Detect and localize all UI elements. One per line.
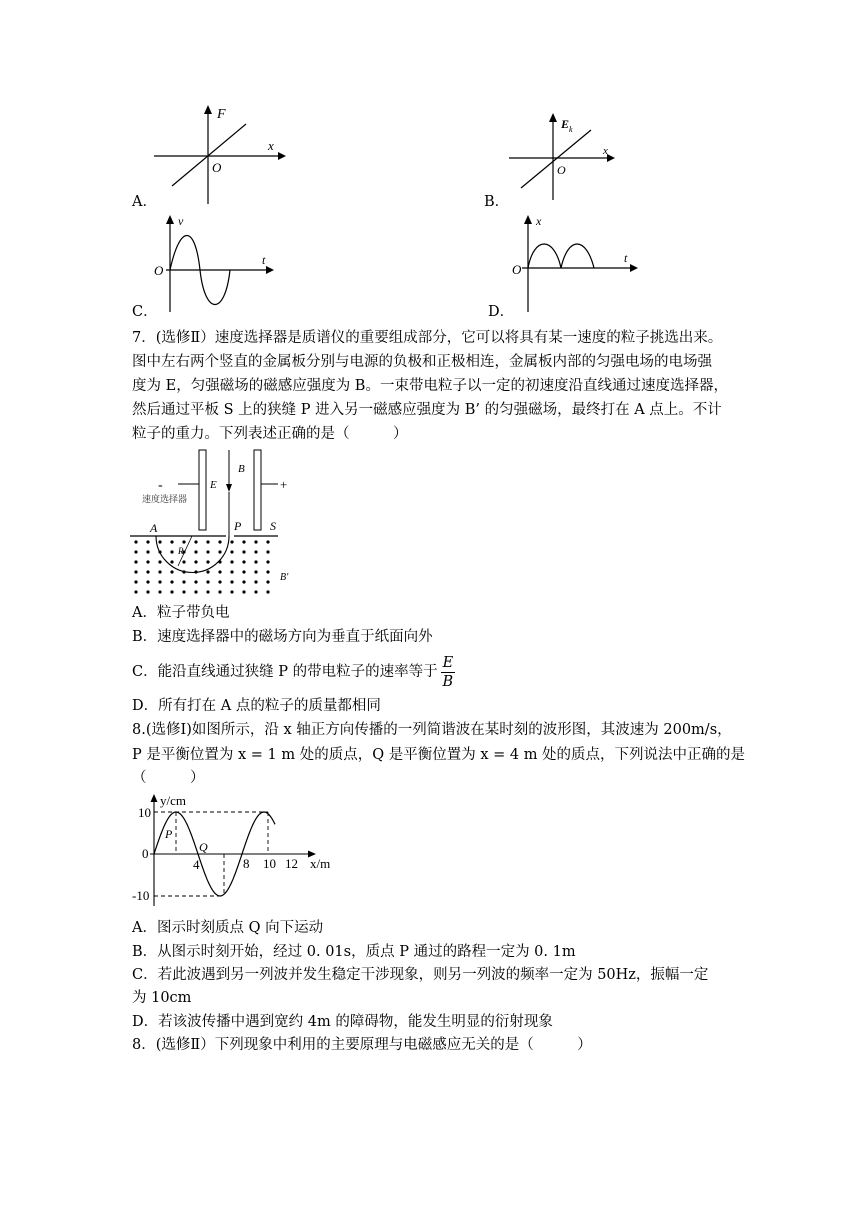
q7-option-b: B．速度选择器中的磁场方向为垂直于纸面向外 bbox=[132, 629, 433, 645]
velocity-selector-label: 速度选择器 bbox=[142, 494, 188, 504]
q8a-text-line-2: P 是平衡位置为 x = 1 m 处的质点，Q 是平衡位置为 x = 4 m 处的质点，下列说法中正确的是 bbox=[132, 747, 746, 763]
velocity-selector-figure bbox=[128, 448, 298, 598]
option-b-label: B． bbox=[484, 194, 510, 210]
graph-option-a bbox=[150, 100, 290, 205]
point-a-label: A bbox=[150, 521, 158, 535]
point-p-label: P bbox=[165, 827, 173, 841]
b-field-label: B bbox=[238, 463, 245, 475]
slit-p-label: P bbox=[234, 519, 242, 533]
e-field-label: E bbox=[210, 479, 217, 491]
x-tick-4: 4 bbox=[193, 857, 200, 872]
y-axis-label: F bbox=[217, 107, 226, 122]
origin-label: O bbox=[557, 163, 566, 177]
y-axis-label: x bbox=[536, 214, 542, 228]
origin-label: O bbox=[212, 160, 222, 175]
y-axis-label: v bbox=[178, 214, 184, 228]
q7-option-c bbox=[132, 650, 455, 694]
plus-terminal-label: + bbox=[280, 477, 288, 492]
q7-option-d: D．所有打在 A 点的粒子的质量都相同 bbox=[132, 698, 381, 714]
y-axis-subscript: k bbox=[569, 125, 573, 134]
q7-option-a: A．粒子带负电 bbox=[132, 605, 230, 621]
fraction-numerator: E bbox=[442, 654, 454, 671]
q7-text-line-5: 粒子的重力。下列表述正确的是（ ） bbox=[132, 426, 408, 442]
q7-option-c-text: C．能沿直线通过狭缝 P 的带电粒子的速率等于 bbox=[132, 664, 438, 680]
point-q-label: Q bbox=[199, 840, 208, 854]
q7-text-line-4: 然后通过平板 S 上的狭缝 P 进入另一磁感应强度为 B’ 的匀强磁场，最终打在 A 点上。不计 bbox=[132, 402, 722, 418]
x-axis-label: x bbox=[268, 138, 274, 153]
origin-label: O bbox=[512, 262, 522, 277]
q8a-option-b: B．从图示时刻开始，经过 0. 01s，质点 P 通过的路程一定为 0. 1m bbox=[132, 944, 576, 960]
x-axis-label: x/m bbox=[310, 856, 331, 871]
x-tick-8: 8 bbox=[243, 856, 250, 871]
wave-graph bbox=[130, 790, 345, 908]
option-c-label: C． bbox=[132, 304, 158, 320]
q7-text-line-2: 图中左右两个竖直的金属板分别与电源的负极和正极相连，金属板内部的匀强电场的电场强 bbox=[132, 354, 712, 370]
minus-terminal-label: - bbox=[158, 478, 163, 493]
plate-s-label: S bbox=[270, 519, 276, 533]
option-d-label: D． bbox=[488, 304, 515, 320]
fraction-denominator: B bbox=[442, 673, 454, 690]
e-over-b-fraction bbox=[441, 654, 456, 691]
y-axis-label: y/cm bbox=[160, 793, 186, 808]
b-prime-label: B' bbox=[280, 572, 289, 583]
x-axis-label: x bbox=[603, 145, 608, 157]
q8a-text-line-1: 8.(选修Ⅰ)如图所示，沿 x 轴正方向传播的一列简谐波在某时刻的波形图，其波速为 200m/s， bbox=[132, 722, 732, 738]
x-axis-label: t bbox=[262, 253, 266, 267]
graph-option-c bbox=[150, 212, 280, 312]
q8a-option-c: C．若此波遇到另一列波并发生稳定干涉现象，则另一列波的频率一定为 50Hz，振幅一定 bbox=[132, 967, 709, 983]
origin-label: O bbox=[154, 263, 164, 278]
y-axis-label: E bbox=[561, 117, 570, 131]
q7-text-line-1: 7．(选修Ⅱ）速度选择器是质谱仪的重要组成部分，它可以将具有某一速度的粒子挑选出来。 bbox=[132, 330, 723, 346]
q7-text-line-3: 度为 E，匀强磁场的磁感应强度为 B。一束带电粒子以一定的初速度沿直线通过速度选择器， bbox=[132, 378, 728, 394]
y-tick-minus-10: -10 bbox=[132, 888, 150, 903]
origin-label: 0 bbox=[142, 846, 149, 861]
q8a-option-d: D．若该波传播中遇到宽约 4m 的障碍物，能发生明显的衍射现象 bbox=[132, 1014, 553, 1030]
q8a-option-a: A．图示时刻质点 Q 向下运动 bbox=[132, 920, 324, 936]
q8b-text-line: 8．(选修Ⅱ）下列现象中利用的主要原理与电磁感应无关的是（ ） bbox=[132, 1037, 592, 1053]
y-tick-10: 10 bbox=[138, 805, 151, 820]
radius-r-label: R bbox=[178, 546, 184, 556]
x-tick-12: 12 bbox=[285, 856, 298, 871]
x-axis-label: t bbox=[624, 251, 628, 265]
q8a-text-line-3: （ ） bbox=[132, 770, 205, 786]
x-tick-10: 10 bbox=[263, 856, 276, 871]
graph-option-b bbox=[505, 108, 620, 200]
option-a-label: A． bbox=[132, 194, 157, 210]
q8a-option-c-cont: 为 10cm bbox=[132, 990, 192, 1006]
graph-option-d bbox=[506, 212, 641, 312]
